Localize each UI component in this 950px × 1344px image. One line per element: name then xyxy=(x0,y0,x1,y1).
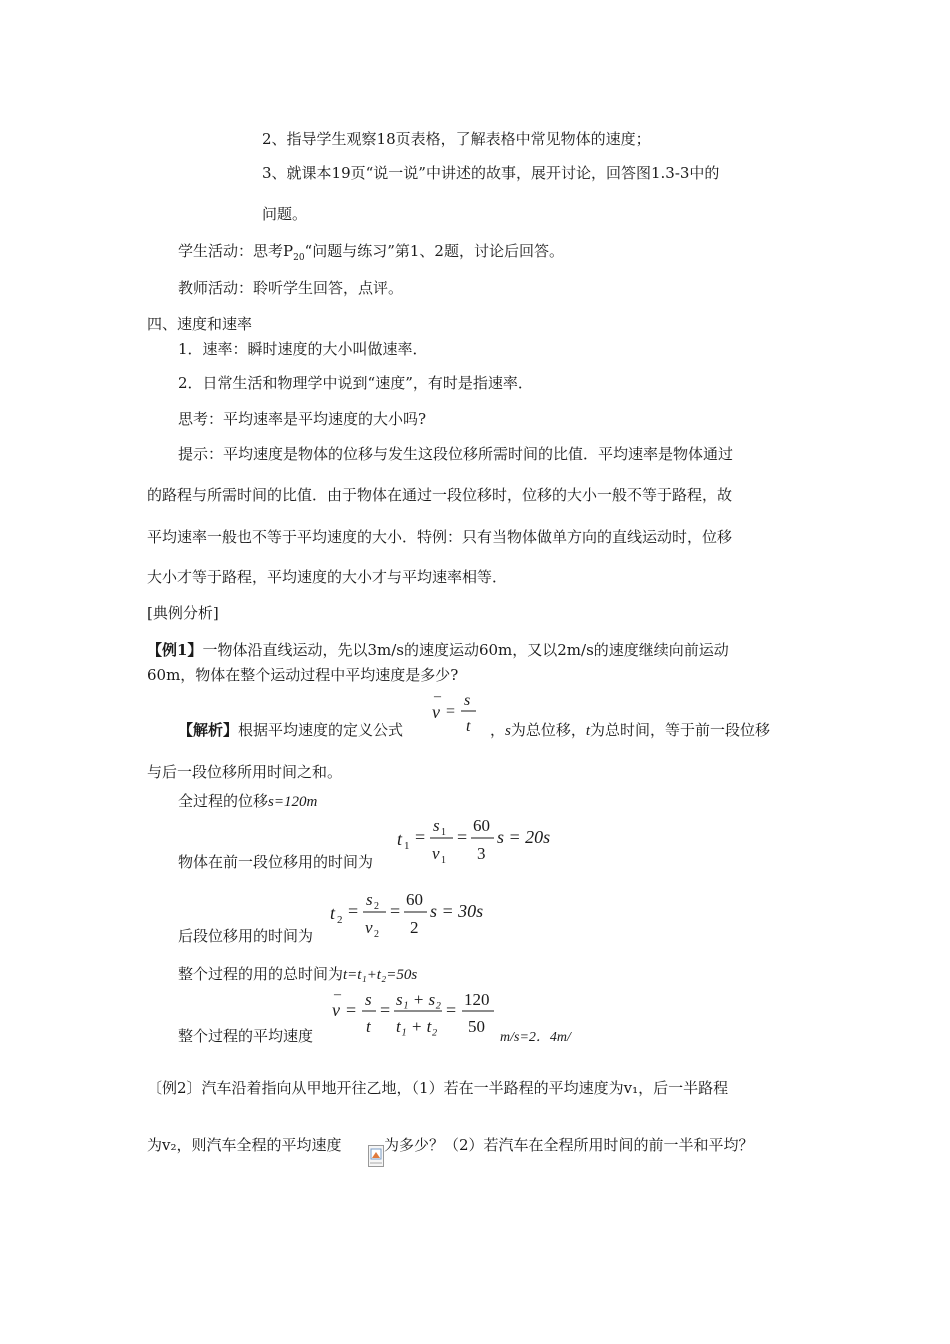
displacement-line xyxy=(178,791,317,812)
step-3: 3、就课本19页“说一说”中讲述的故事，展开讨论，回答图1.3-3中的 xyxy=(262,164,720,182)
t2-num2: 60 xyxy=(406,890,423,909)
page-subscript: 20 xyxy=(293,253,305,263)
avg-num: s xyxy=(365,990,372,1009)
example-1-cont: 60m，物体在整个运动过程中平均速度是多少? xyxy=(147,666,459,684)
solution-tail xyxy=(490,720,770,741)
t2-eq2: = xyxy=(390,901,401,921)
t1-den2: 3 xyxy=(477,844,486,863)
student-activity-b: “问题与练习”第1、2题，讨论后回答。 xyxy=(304,242,564,260)
t2-den-sub: 2 xyxy=(374,929,379,940)
avg-eq2: = xyxy=(380,1000,391,1020)
speed-definition: 1．速率：瞬时速度的大小叫做速率． xyxy=(178,340,428,358)
t1-formula xyxy=(395,812,565,870)
avg-eq1: = xyxy=(346,1000,357,1020)
avg-velocity-formula xyxy=(328,986,503,1044)
total-time-value: t=t₁+t₂=50s xyxy=(343,967,418,983)
tail-b: 为总时间，等于前一段位移 xyxy=(590,721,771,739)
t1-num2: 60 xyxy=(473,816,490,835)
t1-eq1: = xyxy=(415,827,426,847)
t1-rest: s = 20s xyxy=(497,827,551,847)
t1-den: v xyxy=(432,844,440,863)
avg-num3: 120 xyxy=(464,990,490,1009)
t2-den: v xyxy=(365,918,373,937)
example-2-line-2 xyxy=(147,1135,342,1155)
t1-eq2: = xyxy=(457,827,468,847)
hint-line-2: 的路程与所需时间的比值．由于物体在通过一段位移时，位移的大小一般不等于路程，故 xyxy=(147,486,733,504)
solution-label: 【解析】 xyxy=(178,721,239,739)
t2-lhs: t xyxy=(330,903,336,923)
tail-a: 为总位移， xyxy=(510,721,586,739)
teacher-activity: 教师活动：聆听学生回答，点评。 xyxy=(178,279,404,297)
broken-image-icon xyxy=(368,1145,384,1167)
avg-den: t xyxy=(366,1017,371,1036)
solution-text: 根据平均速度的定义公式 xyxy=(238,721,404,739)
example-2-line-2b: 为多少？（2）若汽车在全程所用时间的前一半和平均？ xyxy=(384,1136,754,1154)
sep: ， xyxy=(490,721,506,739)
t2-formula xyxy=(328,886,498,944)
examples-heading: [典例分析] xyxy=(147,604,219,622)
t2-lhs-sub: 2 xyxy=(337,914,343,926)
var-s: s xyxy=(505,723,511,739)
example-1-text: 一物体沿直线运动，先以3m/s的速度运动60m，又以2m/s的速度继续向前运动 xyxy=(202,641,729,659)
speed-usage: 2．日常生活和物理学中说到“速度”，有时是指速率． xyxy=(178,374,533,392)
formula-den: t xyxy=(466,718,471,735)
t2-num: s xyxy=(366,890,373,909)
displacement-label: 全过程的位移 xyxy=(178,792,269,810)
t1-num: s xyxy=(433,816,440,835)
hint-line-4: 大小才等于路程，平均速度的大小才与平均速率相等． xyxy=(147,568,508,586)
formula-num: s xyxy=(464,692,471,709)
var-t: t xyxy=(585,723,591,739)
t1-lhs-sub: 1 xyxy=(404,840,410,852)
example-2-line-1: 〔例2〕汽车沿着指向从甲地开往乙地，（1）若在一半路程的平均速度为v₁，后一半路程 xyxy=(147,1079,729,1097)
displacement-value: s=120m xyxy=(268,794,318,810)
step-3-cont: 问题。 xyxy=(262,205,308,223)
example-1-label: 【例1】 xyxy=(147,641,203,659)
solution-cont: 与后一段位移所用时间之和。 xyxy=(147,763,343,781)
total-time-line xyxy=(178,964,417,985)
t1-lhs: t xyxy=(397,829,403,849)
t1-den-sub: 1 xyxy=(441,855,446,866)
avg-velocity-label: 整个过程的平均速度 xyxy=(178,1027,314,1045)
avg-velocity-definition-formula xyxy=(428,688,488,744)
t1-label: 物体在前一段位移用的时间为 xyxy=(178,853,374,871)
hint-line-1: 提示：平均速度是物体的位移与发生这段位移所需时间的比值．平均速率是物体通过 xyxy=(178,445,734,463)
think-question: 思考：平均速率是平均速度的大小吗? xyxy=(178,410,427,428)
step-2: 2、指导学生观察18页表格，了解表格中常见物体的速度； xyxy=(262,130,651,148)
solution-line xyxy=(178,720,403,740)
overbar: – xyxy=(434,689,441,704)
example-1 xyxy=(147,640,729,660)
avg-velocity-result: m/s=2．4m/ xyxy=(500,1030,571,1045)
avg-v: v xyxy=(332,1000,340,1020)
formula-eq: = xyxy=(446,703,456,720)
student-activity xyxy=(178,241,564,268)
formula-v: v xyxy=(432,702,440,722)
broken-image-glyph xyxy=(369,1146,383,1166)
hint-line-3: 平均速率一般也不等于平均速度的大小．特例：只有当物体做单方向的直线运动时，位移 xyxy=(147,528,733,546)
student-activity-a: 学生活动：思考P xyxy=(178,242,294,260)
t2-den2: 2 xyxy=(410,918,419,937)
t2-label: 后段位移用的时间为 xyxy=(178,927,314,945)
t1-num-sub: 1 xyxy=(441,827,446,838)
t2-num-sub: 2 xyxy=(374,901,379,912)
t2-eq1: = xyxy=(348,901,359,921)
avg-den2: t₁ + t₂ xyxy=(396,1017,438,1036)
total-time-label: 整个过程的用的总时间为 xyxy=(178,965,344,983)
avg-den3: 50 xyxy=(468,1017,485,1036)
avg-overbar: – xyxy=(334,987,341,1002)
avg-eq3: = xyxy=(446,1000,457,1020)
example-2-a: 为v₂，则汽车全程的平均速度 xyxy=(147,1136,342,1154)
avg-num2: s₁ + s₂ xyxy=(396,990,442,1009)
section-heading: 四、速度和速率 xyxy=(147,315,253,333)
t2-rest: s = 30s xyxy=(430,901,484,921)
